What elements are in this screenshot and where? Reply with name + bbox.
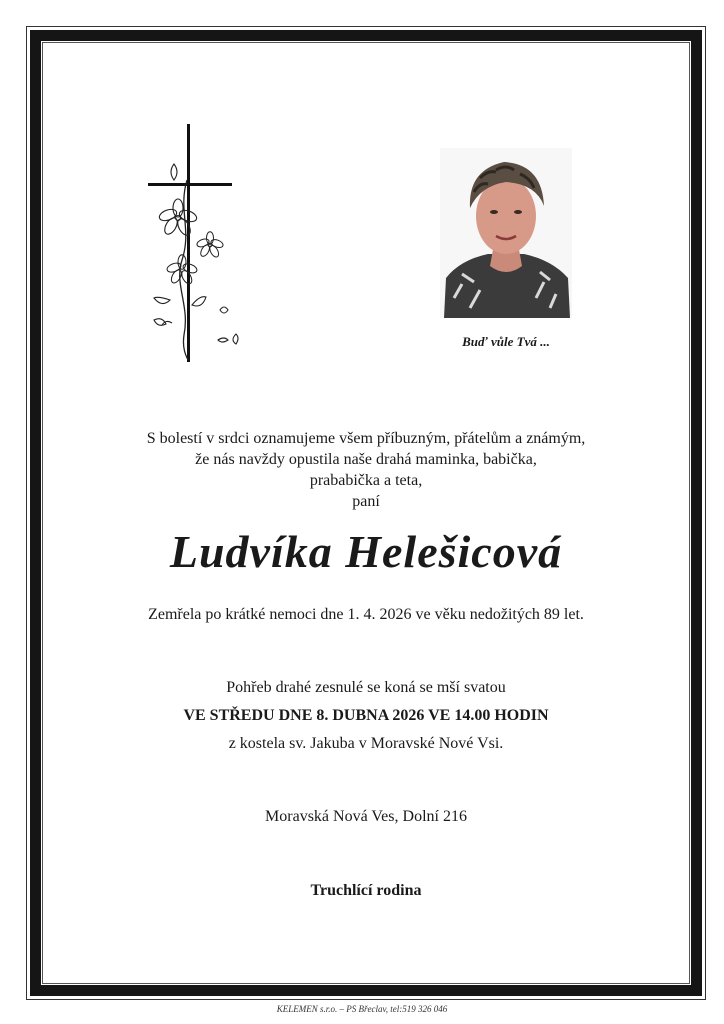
announcement-line: že nás navždy opustila naše drahá maminka, babička,: [195, 451, 537, 468]
motto-text: Buď vůle Tvá ...: [462, 334, 550, 349]
signature-text: Truchlící rodina: [310, 882, 422, 899]
signature-block: [60, 880, 672, 901]
printer-footer: KELEMEN s.r.o. – PS Břeclav, tel:519 326 046: [276, 1004, 448, 1014]
funeral-intro: Pohřeb drahé zesnulé se koná se mší svatou: [226, 679, 506, 696]
death-notice: [60, 604, 672, 625]
funeral-place: z kostela sv. Jakuba v Moravské Nové Vsi.: [228, 735, 504, 752]
funeral-info: [60, 674, 672, 758]
cross-with-flowers-icon: [140, 120, 270, 370]
deceased-portrait-photo: [440, 148, 572, 318]
death-notice-text: Zemřela po krátké nemoci dne 1. 4. 2026 ve věku nedožitých 89 let.: [148, 606, 584, 623]
funeral-datetime: VE STŘEDU DNE 8. DUBNA 2026 VE 14.00 HODIN: [183, 707, 549, 724]
announcement-line: prababička a teta,: [309, 472, 423, 489]
announcement-paragraph: [60, 428, 672, 512]
address-text: Moravská Nová Ves, Dolní 216: [265, 808, 467, 825]
deceased-name: Ludvíka Helešicová: [169, 526, 563, 577]
announcement-line: S bolestí v srdci oznamujeme všem příbuzným, přátelům a známým,: [146, 430, 586, 447]
announcement-line: paní: [352, 493, 380, 510]
address-block: [60, 806, 672, 827]
